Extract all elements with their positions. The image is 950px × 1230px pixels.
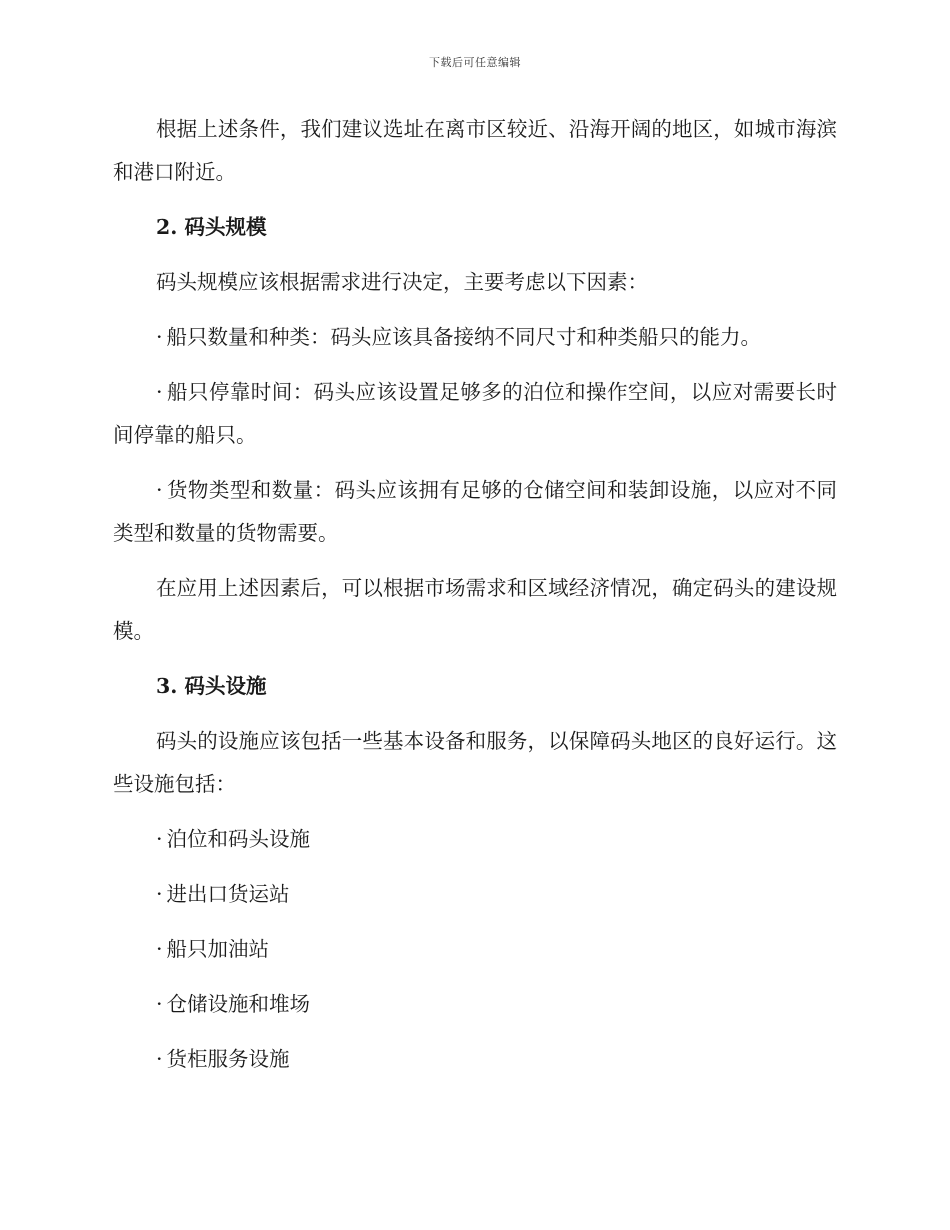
bullet-dot-icon: · (156, 937, 163, 961)
bullet-text: 船只数量和种类：码头应该具备接纳不同尺寸和种类船只的能力。 (166, 325, 762, 349)
bullet-dot-icon: · (156, 380, 163, 404)
list-item (113, 818, 837, 861)
list-item-text: 货柜服务设施 (166, 1047, 290, 1071)
bullet-dot-icon: · (156, 1047, 163, 1071)
page-header: 下载后可任意编辑 (429, 56, 521, 69)
bullet-text: 船只停靠时间：码头应该设置足够多的泊位和操作空间，以应对需要长时间停靠的船只。 (113, 380, 837, 447)
list-item (113, 983, 837, 1026)
bullet-ship-count (113, 316, 837, 359)
paragraph-scale-intro: 码头规模应该根据需求进行决定，主要考虑以下因素： (156, 270, 648, 294)
heading-dock-facilities: 3. 码头设施 (156, 674, 267, 698)
list-item-text: 仓储设施和堆场 (166, 992, 311, 1016)
list-item (113, 1038, 837, 1081)
bullet-dot-icon: · (156, 478, 163, 502)
bullet-dot-icon: · (156, 827, 163, 851)
bullet-dot-icon: · (156, 325, 163, 349)
bullet-text: 货物类型和数量：码头应该拥有足够的仓储空间和装卸设施，以应对不同类型和数量的货物需要。 (113, 478, 837, 545)
paragraph-scale-conclusion: 在应用上述因素后，可以根据市场需求和区域经济情况，确定码头的建设规模。 (113, 576, 837, 643)
bullet-dot-icon: · (156, 882, 163, 906)
bullet-cargo-type (113, 469, 837, 555)
paragraph-facilities-intro: 码头的设施应该包括一些基本设备和服务，以保障码头地区的良好运行。这些设施包括： (113, 729, 837, 796)
bullet-dot-icon: · (156, 992, 163, 1016)
list-item-text: 进出口货运站 (166, 882, 290, 906)
list-item-text: 船只加油站 (166, 937, 270, 961)
list-item-text: 泊位和码头设施 (166, 827, 311, 851)
bullet-docking-time (113, 371, 837, 457)
list-item (113, 873, 837, 916)
document-body (113, 108, 837, 1093)
paragraph-site-selection: 根据上述条件，我们建议选址在离市区较近、沿海开阔的地区，如城市海滨和港口附近。 (113, 117, 837, 184)
heading-dock-scale: 2. 码头规模 (156, 215, 267, 239)
list-item (113, 928, 837, 971)
